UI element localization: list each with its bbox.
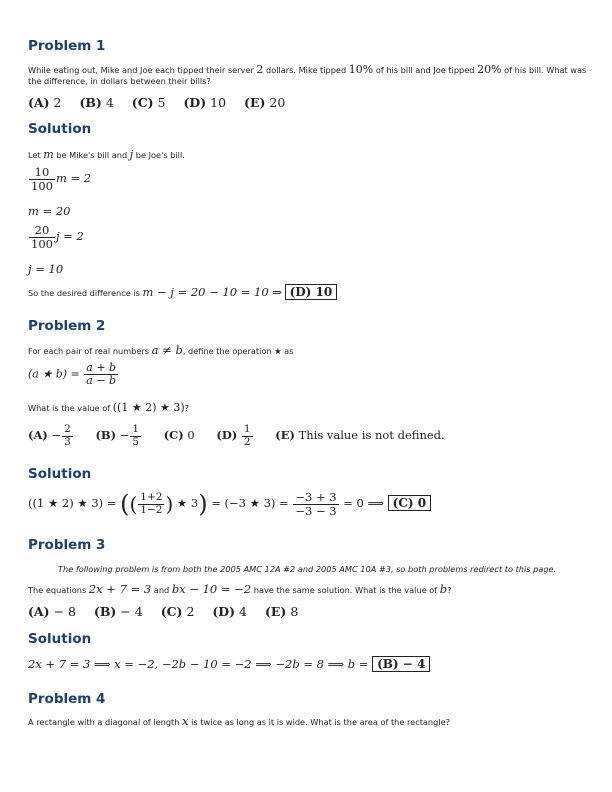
problem-1-choices — [28, 95, 285, 110]
solution-1-intro: Let m be Mike's bill and j be Joe's bill. — [28, 148, 185, 161]
solution-1-eq4: j = 10 — [28, 262, 64, 276]
solution-1-eq2: m = 20 — [28, 204, 71, 218]
choice: (A) 2 — [28, 95, 62, 110]
answer-box: (D) 10 — [285, 284, 338, 300]
problem-1-statement: While eating out, Mike and Joe each tipped their server 2 dollars. Mike tipped 10% of his bill and Joe tipped 20% of his bill. What was — [28, 63, 587, 76]
choice: (B) − $\frac{1}{5}$ — [95, 423, 140, 448]
answer-box: (C) 0 — [388, 495, 431, 511]
problem-3-statement: The equations 2x + 7 = 3 and bx − 10 = −2 have the same solution. What is the value of b? — [28, 582, 452, 596]
solution-1-heading: Solution — [28, 121, 92, 137]
problem-3-note: The following problem is from both the 2005 AMC 12A #2 and 2005 AMC 10A #3, so both problems redirect to this page. — [58, 564, 557, 574]
choice: (E) This value is not defined. — [275, 428, 445, 443]
solution-1-eq1: $\frac{10}{100}$ m = 2 — [31, 165, 92, 193]
choice: (B) − 4 — [93, 604, 143, 619]
solution-3-heading: Solution — [28, 631, 92, 647]
choice: (E) 20 — [244, 95, 286, 110]
problem-3-choices — [28, 604, 298, 619]
solution-2-heading: Solution — [28, 466, 92, 482]
solution-1-final: So the desired difference is m − j = 20 − 10 = 10 ⇒ (D) 10 — [28, 287, 337, 299]
problem-4-heading: Problem 4 — [28, 691, 106, 707]
problem-3-heading: Problem 3 — [28, 537, 106, 553]
choice: (C) 0 — [163, 428, 195, 443]
problem-4-statement: A rectangle with a diagonal of length x is twice as long as it is wide. What is the area of the rectangle? — [28, 714, 450, 728]
solution-1-eq3: $\frac{20}{100}$ j = 2 — [31, 223, 84, 251]
choice: (C) 2 — [160, 604, 195, 619]
problem-2-statement: For each pair of real numbers a ≠ b, define the operation ★ as — [28, 343, 294, 357]
problem-1-statement-line2: the difference, in dollars between their bills? — [28, 76, 211, 86]
choice: (C) 5 — [131, 95, 166, 110]
problem-2-question: What is the value of ((1 ★ 2) ★ 3)? — [28, 401, 189, 414]
choice: (D) 4 — [212, 604, 247, 619]
choice: (E) 8 — [264, 604, 299, 619]
solution-3-work: 2x + 7 = 3 ⟹ x = −2, −2b − 10 = −2 ⟹ −2b = 8 ⟹ b = (B) − 4 — [28, 657, 430, 671]
solution-2-work: ((1 ★ 2) ★ 3) = (( $\frac{1+2}{1-2}$ ) ★ 3) = (−3 ★ 3) = $\frac{-3 + 3}{-3 - 3}$ = 0 ⟹ (C) 0 — [28, 490, 431, 518]
answer-box: (B) − 4 — [372, 656, 430, 672]
choice: (D) 10 — [183, 95, 227, 110]
problem-2-heading: Problem 2 — [28, 318, 106, 334]
choice: (D) $\frac{1}{2}$ — [216, 423, 251, 448]
problem-2-definition: (a ★ b) = $\frac{a + b}{a - b}$ — [28, 361, 117, 388]
choice: (B) 4 — [79, 95, 114, 110]
choice: (A) − $\frac{2}{3}$ — [28, 423, 71, 448]
problem-2-choices — [28, 424, 445, 448]
problem-1-heading: Problem 1 — [28, 38, 106, 54]
choice: (A) − 8 — [28, 604, 76, 619]
